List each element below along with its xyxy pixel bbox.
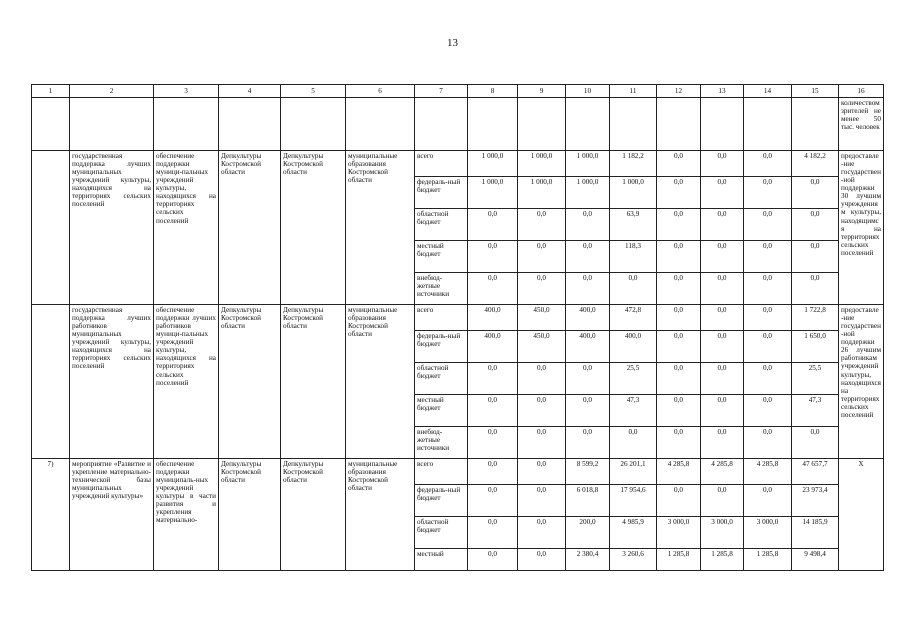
funding-value: 0,0 <box>744 485 792 517</box>
column-number: 1 <box>32 85 70 98</box>
funding-value: 3 260,6 <box>610 549 657 571</box>
funding-value: 0,0 <box>468 549 518 571</box>
funding-source: всего <box>415 151 468 177</box>
column-number: 15 <box>792 85 839 98</box>
column-number: 12 <box>657 85 701 98</box>
funding-value: 1 000,0 <box>566 151 610 177</box>
continuation-result: количеством зрителей не менее 50 тыс. человек <box>839 98 884 151</box>
responsible-executor: Депкультуры Костромской области <box>219 305 281 459</box>
column-number: 10 <box>566 85 610 98</box>
funding-value: 47,3 <box>610 395 657 427</box>
column-number: 4 <box>219 85 281 98</box>
co-executor: Депкультуры Костромской области <box>281 305 346 459</box>
funding-value: 0,0 <box>657 427 701 459</box>
funding-value: 1 285,8 <box>657 549 701 571</box>
funding-value: 4 182,2 <box>792 151 839 177</box>
funding-value: 0,0 <box>468 485 518 517</box>
funding-value: 4 285,8 <box>657 459 701 485</box>
funding-value: 0,0 <box>468 209 518 241</box>
funding-value: 400,0 <box>468 331 518 363</box>
measure-name: государственная поддержка лучших муниципальных учреждений культуры, находящихся на территориях сельских поселений <box>70 151 154 305</box>
table-row <box>32 305 884 331</box>
funding-value: 0,0 <box>657 485 701 517</box>
funding-value: 4 285,8 <box>744 459 792 485</box>
funding-value: 4 985,9 <box>610 517 657 549</box>
continuation-row <box>32 98 884 151</box>
funding-value: 0,0 <box>518 427 566 459</box>
funding-value: 1 000,0 <box>468 151 518 177</box>
funding-value: 0,0 <box>518 241 566 273</box>
funding-value: 25,5 <box>610 363 657 395</box>
funding-value: 400,0 <box>468 305 518 331</box>
funding-source: внебюд-жетные источники <box>415 427 468 459</box>
funding-value: 0,0 <box>744 305 792 331</box>
measure-purpose: обеспечение поддержки муници-пальных учреждений культуры, находящихся на территориях сельских поселений <box>154 151 219 305</box>
funding-value: 0,0 <box>468 395 518 427</box>
funding-value: 0,0 <box>744 177 792 209</box>
funding-value: 1 182,2 <box>610 151 657 177</box>
funding-value: 26 201,1 <box>610 459 657 485</box>
funding-value: 0,0 <box>518 363 566 395</box>
responsible-executor: Депкультуры Костромской области <box>219 151 281 305</box>
funding-source: местный <box>415 549 468 571</box>
expected-result: предоставле-ние государствен-ной поддержки 30 лучшим учреждениям культуры, находящимся на территориях сельских поселений <box>839 151 884 305</box>
column-number: 7 <box>415 85 468 98</box>
funding-value: 8 599,2 <box>566 459 610 485</box>
funding-value: 0,0 <box>657 209 701 241</box>
funding-value: 1 285,8 <box>701 549 744 571</box>
funding-value: 0,0 <box>792 241 839 273</box>
funding-value: 0,0 <box>468 459 518 485</box>
expected-result: предоставле-ние государствен-ной поддержки 26 лучшим работникам учреждений культуры, находящихся на территориях сельских поселений <box>839 305 884 459</box>
item-number <box>32 151 70 305</box>
funding-value: 0,0 <box>792 209 839 241</box>
funding-source: областной бюджет <box>415 517 468 549</box>
funding-value: 0,0 <box>468 241 518 273</box>
column-number: 8 <box>468 85 518 98</box>
column-number: 2 <box>70 85 154 98</box>
funding-value: 0,0 <box>566 209 610 241</box>
funding-value: 0,0 <box>657 363 701 395</box>
funding-source: местный бюджет <box>415 241 468 273</box>
funding-value: 0,0 <box>518 395 566 427</box>
funding-value: 1 000,0 <box>518 151 566 177</box>
measure-name: государственная поддержка лучших работников муниципальных учреждений культуры, находящихся на территориях сельских поселений <box>70 305 154 459</box>
funding-value: 63,9 <box>610 209 657 241</box>
funding-value: 25,5 <box>792 363 839 395</box>
funding-value: 3 000,0 <box>657 517 701 549</box>
funding-value: 118,3 <box>610 241 657 273</box>
funding-value: 0,0 <box>657 241 701 273</box>
funding-value: 3 000,0 <box>744 517 792 549</box>
page-number: 13 <box>447 37 458 49</box>
funding-value: 0,0 <box>744 427 792 459</box>
funding-value: 0,0 <box>518 517 566 549</box>
table-row <box>32 151 884 177</box>
funding-value: 0,0 <box>701 151 744 177</box>
funding-value: 0,0 <box>566 427 610 459</box>
funding-value: 0,0 <box>744 209 792 241</box>
funding-value: 1 000,0 <box>518 177 566 209</box>
funding-value: 9 498,4 <box>792 549 839 571</box>
participant: муниципальные образования Костромской области <box>346 305 415 459</box>
funding-value: 0,0 <box>518 549 566 571</box>
funding-source: всего <box>415 305 468 331</box>
measure-purpose: обеспечение поддержки лучших работников муници-пальных учреждений культуры, находящихся на территориях сельских поселений <box>154 305 219 459</box>
funding-value: 4 285,8 <box>701 459 744 485</box>
funding-value: 1 000,0 <box>468 177 518 209</box>
funding-value: 1 722,8 <box>792 305 839 331</box>
funding-value: 0,0 <box>566 241 610 273</box>
funding-value: 450,0 <box>518 305 566 331</box>
funding-value: 0,0 <box>610 427 657 459</box>
funding-value: 0,0 <box>701 427 744 459</box>
funding-value: 0,0 <box>518 485 566 517</box>
funding-value: 0,0 <box>468 427 518 459</box>
responsible-executor: Депкультуры Костромской области <box>219 459 281 571</box>
funding-value: 400,0 <box>610 331 657 363</box>
funding-value: 400,0 <box>566 331 610 363</box>
funding-value: 0,0 <box>657 151 701 177</box>
funding-source: областной бюджет <box>415 363 468 395</box>
column-number: 13 <box>701 85 744 98</box>
funding-value: 1 000,0 <box>610 177 657 209</box>
column-number: 3 <box>154 85 219 98</box>
funding-value: 0,0 <box>610 273 657 305</box>
funding-value: 0,0 <box>657 273 701 305</box>
funding-value: 47,3 <box>792 395 839 427</box>
funding-source: федераль-ный бюджет <box>415 177 468 209</box>
funding-value: 2 380,4 <box>566 549 610 571</box>
item-number: 7) <box>32 459 70 571</box>
funding-value: 0,0 <box>744 151 792 177</box>
co-executor: Депкультуры Костромской области <box>281 459 346 571</box>
column-number: 16 <box>839 85 884 98</box>
funding-value: 1 650,0 <box>792 331 839 363</box>
table-row <box>32 459 884 485</box>
funding-value: 0,0 <box>468 363 518 395</box>
funding-value: 0,0 <box>518 209 566 241</box>
funding-source: федераль-ный бюджет <box>415 331 468 363</box>
funding-value: 0,0 <box>701 485 744 517</box>
funding-value: 400,0 <box>566 305 610 331</box>
funding-value: 0,0 <box>468 517 518 549</box>
column-number: 6 <box>346 85 415 98</box>
funding-value: 0,0 <box>701 395 744 427</box>
funding-value: 6 018,8 <box>566 485 610 517</box>
column-number: 14 <box>744 85 792 98</box>
funding-value: 0,0 <box>701 305 744 331</box>
funding-value: 0,0 <box>701 241 744 273</box>
funding-value: 23 973,4 <box>792 485 839 517</box>
funding-value: 3 000,0 <box>701 517 744 549</box>
funding-value: 1 285,8 <box>744 549 792 571</box>
budget-table <box>31 84 884 571</box>
funding-value: 0,0 <box>566 395 610 427</box>
funding-source: областной бюджет <box>415 209 468 241</box>
funding-value: 0,0 <box>518 459 566 485</box>
funding-value: 17 954,6 <box>610 485 657 517</box>
funding-value: 0,0 <box>744 363 792 395</box>
funding-value: 0,0 <box>566 363 610 395</box>
expected-result: Х <box>839 459 884 571</box>
funding-value: 47 657,7 <box>792 459 839 485</box>
participant: муниципальные образования Костромской области <box>346 151 415 305</box>
column-number: 11 <box>610 85 657 98</box>
funding-value: 0,0 <box>657 305 701 331</box>
funding-source: всего <box>415 459 468 485</box>
funding-value: 0,0 <box>744 331 792 363</box>
funding-value: 200,0 <box>566 517 610 549</box>
funding-value: 0,0 <box>701 209 744 241</box>
funding-value: 0,0 <box>468 273 518 305</box>
funding-source: федераль-ный бюджет <box>415 485 468 517</box>
funding-value: 0,0 <box>701 363 744 395</box>
funding-value: 0,0 <box>744 395 792 427</box>
funding-value: 0,0 <box>657 177 701 209</box>
funding-value: 0,0 <box>518 273 566 305</box>
funding-value: 0,0 <box>566 273 610 305</box>
funding-value: 0,0 <box>701 273 744 305</box>
funding-value: 14 185,9 <box>792 517 839 549</box>
funding-value: 0,0 <box>792 427 839 459</box>
funding-value: 0,0 <box>792 273 839 305</box>
measure-name: мероприятие «Развитие и укрепление материально-технической базы муниципальных учреждений культуры» <box>70 459 154 571</box>
funding-value: 0,0 <box>657 331 701 363</box>
funding-value: 0,0 <box>701 177 744 209</box>
column-number: 9 <box>518 85 566 98</box>
funding-source: местный бюджет <box>415 395 468 427</box>
measure-purpose: обеспечение поддержки муниципаль-ных учреждений культуры в части развития и укрепления материально- <box>154 459 219 571</box>
funding-value: 0,0 <box>744 241 792 273</box>
funding-value: 450,0 <box>518 331 566 363</box>
funding-source: внебюд-жетные источники <box>415 273 468 305</box>
funding-value: 472,8 <box>610 305 657 331</box>
funding-value: 0,0 <box>657 395 701 427</box>
funding-value: 0,0 <box>701 331 744 363</box>
participant: муниципальные образования Костромской области <box>346 459 415 571</box>
column-number: 5 <box>281 85 346 98</box>
column-number-header-row <box>32 85 884 98</box>
funding-value: 0,0 <box>744 273 792 305</box>
funding-value: 1 000,0 <box>566 177 610 209</box>
funding-value: 0,0 <box>792 177 839 209</box>
item-number <box>32 305 70 459</box>
co-executor: Депкультуры Костромской области <box>281 151 346 305</box>
